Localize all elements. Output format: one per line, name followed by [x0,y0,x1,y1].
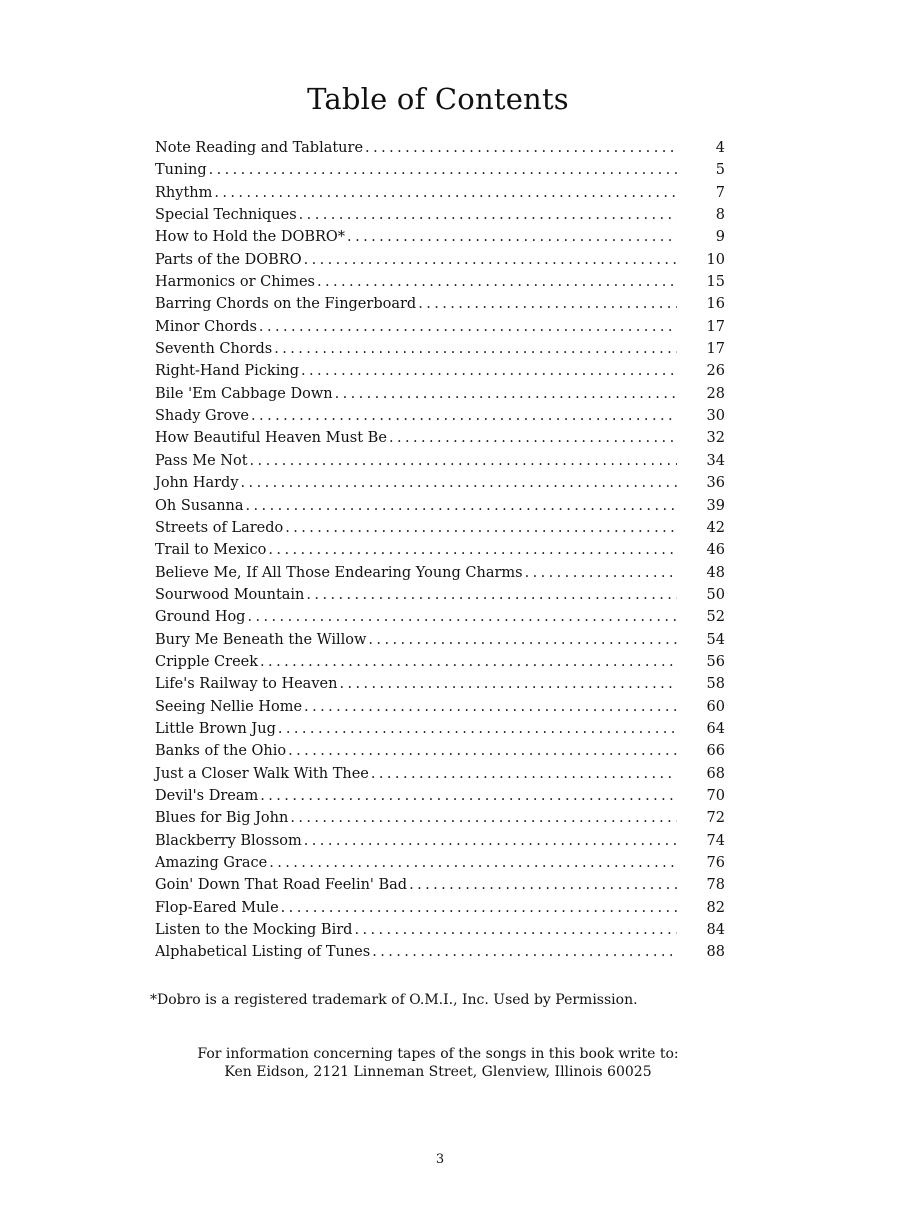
toc-entry [155,182,725,204]
toc-entry [155,606,725,628]
toc-entry-page: 68 [706,765,725,782]
toc-entry [155,629,725,651]
toc-dot-leader [251,405,677,427]
toc-entry-title: Right-Hand Picking [155,363,299,380]
toc-entry-page: 72 [706,810,725,827]
toc-entry [155,919,725,941]
toc-dot-leader [372,941,677,963]
toc-entry-page: 82 [706,899,725,916]
toc-entry-title: Parts of the DOBRO [155,251,302,268]
tapes-information [0,1045,876,1081]
toc-dot-leader [246,495,677,517]
toc-entry [155,226,725,248]
toc-entry [155,785,725,807]
toc-dot-leader [250,450,677,472]
toc-entry-title: Blues for Big John [155,810,289,827]
toc-dot-leader [241,472,677,494]
toc-entry [155,472,725,494]
toc-entry [155,874,725,896]
toc-entry-title: Rhythm [155,184,213,201]
toc-dot-leader [418,293,677,315]
toc-entry-page: 17 [706,318,725,335]
toc-entry-page: 46 [706,542,725,559]
toc-dot-leader [317,271,677,293]
toc-entry-title: Sourwood Mountain [155,586,305,603]
toc-entry [155,204,725,226]
toc-dot-leader [288,740,677,762]
toc-entry [155,383,725,405]
toc-entry-page: 16 [706,296,725,313]
toc-entry-page: 39 [706,497,725,514]
toc-entry-title: How to Hold the DOBRO* [155,229,346,246]
toc-entry-page: 9 [715,229,725,246]
toc-entry [155,673,725,695]
toc-entry-page: 78 [706,877,725,894]
toc-entry [155,763,725,785]
toc-entry [155,137,725,159]
toc-entry-title: Devil's Dream [155,787,259,804]
toc-entry-page: 34 [706,452,725,469]
toc-entry [155,360,725,382]
toc-entry-title: Flop-Eared Mule [155,899,279,916]
toc-entry-title: Banks of the Ohio [155,743,287,760]
toc-dot-leader [347,226,677,248]
toc-entry-page: 50 [706,586,725,603]
toc-entry-title: Alphabetical Listing of Tunes [155,944,371,961]
page-number: 3 [435,1152,445,1167]
toc-entry [155,159,725,181]
toc-entry-page: 7 [715,184,725,201]
toc-dot-leader [285,517,677,539]
toc-entry-page: 17 [706,341,725,358]
toc-entry-page: 36 [706,475,725,492]
toc-entry [155,562,725,584]
tapes-information-address: Ken Eidson, 2121 Linneman Street, Glenview, Illinois 60025 [224,1064,652,1080]
toc-entry-title: Special Techniques [155,207,297,224]
toc-entry [155,293,725,315]
toc-entry-title: Shady Grove [155,408,250,425]
toc-entry [155,718,725,740]
table-of-contents [155,137,725,964]
toc-dot-leader [247,606,677,628]
toc-dot-leader [371,763,677,785]
toc-entry-page: 52 [706,609,725,626]
toc-entry-page: 48 [706,564,725,581]
toc-entry [155,316,725,338]
toc-dot-leader [299,204,677,226]
toc-entry-title: Cripple Creek [155,653,259,670]
toc-entry-title: Barring Chords on the Fingerboard [155,296,417,313]
toc-entry-page: 5 [715,162,725,179]
toc-dot-leader [354,919,677,941]
toc-entry-page: 56 [706,653,725,670]
toc-dot-leader [209,159,677,181]
toc-entry-page: 66 [706,743,725,760]
toc-dot-leader [304,249,677,271]
toc-entry [155,539,725,561]
toc-entry [155,249,725,271]
toc-entry [155,271,725,293]
toc-entry-title: Little Brown Jug [155,720,276,737]
toc-entry-page: 64 [706,720,725,737]
toc-entry-page: 54 [706,631,725,648]
toc-dot-leader [365,137,677,159]
toc-entry-page: 28 [706,385,725,402]
toc-entry-page: 84 [706,922,725,939]
toc-entry-title: Streets of Laredo [155,519,284,536]
toc-entry [155,427,725,449]
toc-entry-page: 58 [706,676,725,693]
toc-entry-title: Seventh Chords [155,341,273,358]
toc-entry-page: 88 [706,944,725,961]
toc-entry-title: Tuning [155,162,207,179]
toc-entry [155,450,725,472]
toc-entry-title: Blackberry Blossom [155,832,302,849]
toc-entry-title: Pass Me Not [155,452,248,469]
toc-entry [155,696,725,718]
toc-dot-leader [214,182,677,204]
toc-entry-title: Seeing Nellie Home [155,698,303,715]
toc-dot-leader [269,852,677,874]
page-title: Table of Contents [307,82,569,116]
toc-entry-title: Life's Railway to Heaven [155,676,338,693]
toc-dot-leader [306,584,677,606]
toc-entry-page: 32 [706,430,725,447]
toc-entry-title: Believe Me, If All Those Endearing Young Charms [155,564,523,581]
toc-dot-leader [274,338,677,360]
toc-dot-leader [278,718,677,740]
toc-dot-leader [304,696,677,718]
toc-dot-leader [389,427,677,449]
toc-entry-page: 70 [706,787,725,804]
toc-entry-page: 15 [706,274,725,291]
toc-dot-leader [368,629,677,651]
toc-entry [155,740,725,762]
toc-dot-leader [290,807,677,829]
toc-entry-title: Note Reading and Tablature [155,140,364,156]
toc-entry-page: 26 [706,363,725,380]
toc-entry-title: Minor Chords [155,318,257,335]
toc-entry [155,651,725,673]
toc-entry-title: Amazing Grace [155,855,268,871]
toc-dot-leader [260,651,677,673]
toc-dot-leader [259,316,677,338]
toc-entry [155,517,725,539]
toc-entry [155,852,725,874]
toc-entry-title: Trail to Mexico [155,542,267,559]
toc-entry-page: 4 [715,140,725,156]
toc-entry-page: 30 [706,408,725,425]
toc-entry-title: Oh Susanna [155,497,244,514]
toc-entry [155,830,725,852]
toc-entry-page: 8 [715,207,725,224]
toc-entry-title: Listen to the Mocking Bird [155,922,353,939]
toc-entry-page: 74 [706,832,725,849]
toc-entry-page: 42 [706,519,725,536]
toc-entry-page: 10 [706,251,725,268]
toc-dot-leader [525,562,677,584]
toc-entry [155,495,725,517]
toc-entry-title: Goin' Down That Road Feelin' Bad [155,877,408,894]
toc-dot-leader [260,785,677,807]
toc-entry [155,807,725,829]
toc-dot-leader [339,673,677,695]
toc-entry-title: Bury Me Beneath the Willow [155,631,367,648]
toc-entry-page: 60 [706,698,725,715]
toc-entry [155,941,725,963]
trademark-footnote: *Dobro is a registered trademark of O.M.I., Inc. Used by Permission. [150,992,638,1008]
toc-entry-title: Harmonics or Chimes [155,274,315,291]
toc-dot-leader [268,539,677,561]
tapes-information-line-1: For information concerning tapes of the songs in this book write to: [197,1046,679,1062]
toc-entry-title: Ground Hog [155,609,246,626]
toc-entry-title: Bile 'Em Cabbage Down [155,385,333,402]
toc-dot-leader [335,383,677,405]
toc-entry [155,405,725,427]
toc-entry-title: Just a Closer Walk With Thee [155,765,369,782]
toc-entry [155,584,725,606]
toc-entry-page: 76 [706,855,725,871]
toc-dot-leader [304,830,677,852]
toc-entry-title: John Hardy [155,475,239,492]
toc-dot-leader [281,897,677,919]
toc-entry-title: How Beautiful Heaven Must Be [155,430,387,447]
toc-entry [155,897,725,919]
toc-dot-leader [409,874,677,896]
toc-dot-leader [301,360,677,382]
toc-entry [155,338,725,360]
